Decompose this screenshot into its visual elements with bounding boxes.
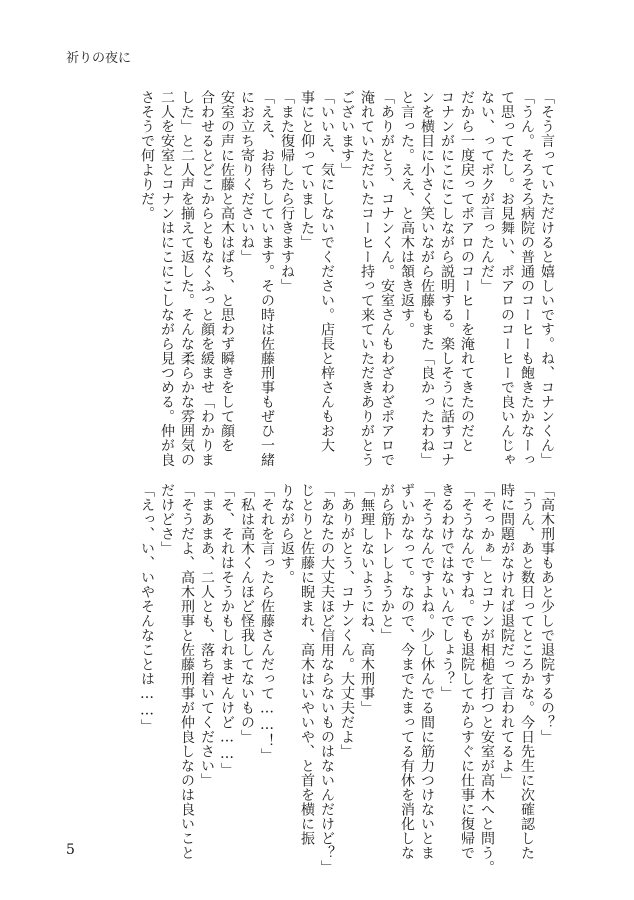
text-line: した」と二人声を揃えて返した。そんな柔らかな雰囲気の — [179, 90, 195, 467]
text-line: 「また復帰したら行きますね」 — [279, 90, 295, 293]
text-line: 「ありがとう、コナンくん。安室さんもわざわざポアロで — [379, 90, 395, 467]
text-line: 二人を安室とコナンはにこにこしながら見つめる。仲が良 — [159, 90, 175, 467]
text-line: 「ええ、お待ちしています。その時は佐藤刑事もぜひ一緒 — [259, 90, 275, 467]
text-line: 「まあまあ、二人とも、落ち着いてください」 — [199, 483, 215, 788]
text-line: 「えっ、い、いやそんなことは……」 — [139, 483, 155, 734]
text-line: にお立ち寄りくださいね」 — [239, 90, 255, 264]
text-line: だけどさ」 — [159, 483, 175, 556]
text-line: 「ありがとう、コナンくん。大丈夫だよ」 — [339, 483, 355, 759]
text-line: 安室の声に佐藤と高木はぱち、と思わず瞬きをして顔を — [219, 90, 235, 453]
text-line: じとりと佐藤に睨まれ、高木はいやいや、と首を横に振 — [299, 483, 315, 846]
text-line: 「高木刑事もあと少しで退院するの？」 — [539, 483, 555, 744]
text-line: だから一度戻ってポアロのコーヒーを淹れてきたのだと — [459, 90, 475, 453]
upper-text-block — [139, 90, 555, 467]
text-line: きるわけではないんでしょう？」 — [439, 483, 455, 701]
running-head: 祈りの夜に — [66, 51, 132, 66]
lower-text-block — [139, 483, 555, 875]
text-line: 「いいえ、気にしないでください。店長と梓さんもお大 — [319, 90, 335, 453]
text-line: 「無理しないようにね、高木刑事」 — [359, 483, 375, 715]
page-number: 5 — [66, 842, 75, 858]
text-line: 「そう言っていただけると嬉しいです。ね、コナンくん」 — [539, 90, 555, 467]
text-line: 「私は高木くんほど怪我してないもの」 — [239, 483, 255, 744]
text-line: 「そ、それはそうかもしれませんけど……」 — [219, 483, 235, 777]
text-line: 淹れていただいたコーヒー持って来ていただきありがとう — [359, 90, 375, 467]
text-line: と言った。ええ、と高木は頷き返す。 — [399, 90, 415, 337]
text-line: 時に問題がなければ退院だって言われてるよ」 — [499, 483, 515, 788]
text-line: て思ってたし。お見舞い、ポアロのコーヒーで良いんじゃ — [499, 90, 515, 467]
text-line: さそうで何よりだ。 — [139, 90, 155, 221]
text-line: 「あなたの大丈夫ほど信用ならないものはないんだけど？」 — [319, 483, 335, 875]
text-line: ない、ってボクが言ったんだ」 — [479, 90, 495, 293]
text-line: りながら返す。 — [279, 483, 295, 585]
text-line: 「そうなんですよね。少し休んでる間に筋力つけないとま — [419, 483, 435, 860]
text-line: ンを横目に小さく笑いながら佐藤もまた「良かったわね」 — [419, 90, 435, 467]
text-line: ございます」 — [339, 90, 355, 177]
text-line: 「うん。そろそろ病院の普通のコーヒーも飽きたかなーっ — [519, 90, 535, 467]
text-line: 事にと仰っていました」 — [299, 90, 315, 250]
text-line: 「そっかぁ」とコナンが相槌を打つと安室が高木へと問う。 — [479, 483, 495, 875]
text-line: 「そうなんですね。でも退院してからすぐに仕事に復帰で — [459, 483, 475, 860]
text-line: 「うん、あと数日ってところかな。今日先生に次確認した — [519, 483, 535, 860]
text-line: 合わせるとどこからともなくふっと顔を緩ませ「わかりま — [199, 90, 215, 467]
text-line: がら筋トレしようかと」 — [379, 483, 395, 643]
text-line: コナンがにこにこしながら説明する。楽しそうに話すコナ — [439, 90, 455, 467]
text-line: ずいかなって。なので、今までたまってる有休を消化しな — [399, 483, 415, 860]
text-line: 「それを言ったら佐藤さんだって……！」 — [259, 483, 275, 763]
text-line: 「そうだよ、高木刑事と佐藤刑事が仲良しなのは良いこと — [179, 483, 195, 860]
